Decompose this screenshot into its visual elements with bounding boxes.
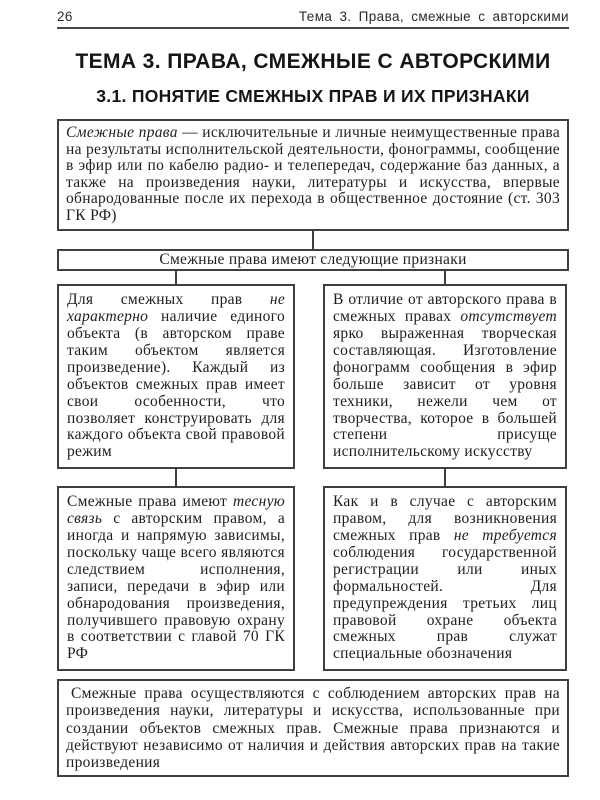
features-row-1 [57, 284, 569, 469]
banner-box: Смежные права имеют следующие признаки [57, 249, 569, 272]
feature-box-no-registration-required: Как и в случае с авторским правом, для возникновения смежных прав не требуется соблюдения государственной регистрации или иных формальностей. Для предупреждения третьих лиц правовой охране объекта смежных прав служат специальные обозначения [323, 486, 567, 671]
section-title: 3.1. ПОНЯТИЕ СМЕЖНЫХ ПРАВ И ИХ ПРИЗНАКИ [96, 86, 530, 106]
connector-row-features [57, 469, 569, 486]
running-header-title: Тема 3. Права, смежные с авторскими [298, 9, 569, 24]
page-content [57, 0, 569, 777]
feature-box-no-creative-component: В отличие от авторского права в смежных правах отсутствует ярко выраженная творческая составляющая. Изготовление фонограмм сообщения в эфир больше зависит от уровня техники, нежели чем от творчества, которое в большей степени присуще исполнительскому искусству [323, 284, 567, 469]
feature-box-no-single-object: Для смежных прав не характерно наличие единого объекта (в авторском праве таким объектом является произведение). Каждый из объектов смежных прав имеет свои особенности, что позволяет конструировать для каждого объекта свой правовой режим [57, 284, 295, 469]
feature-box-close-link-to-copyright: Смежные права имеют тесную связь с авторским правом, а иногда и напрямую зависимы, поскольку чаще всего являются следствием исполнения, записи, передачи в эфир или обнародования произведения, получившего правовую охрану в соответствии с главой 70 ГК РФ [57, 486, 295, 671]
connector-left [175, 271, 177, 284]
connector-definition-to-banner [312, 231, 314, 249]
connector-right [444, 469, 446, 486]
connector-left [175, 469, 177, 486]
features-row-2 [57, 486, 569, 671]
definition-box: Смежные права — исключительные и личные неимущественные права на результаты исполнительской деятельности, фонограммы, сообщение в эфир или по кабелю радио- и телепередач, содержание баз данных, а также на произведения науки, литературы и искусства, впервые обнародованные после их перехода в общественное достояние (ст. 303 ГК РФ) [57, 119, 569, 231]
footer-note-box: Смежные права осуществляются с соблюдением авторских прав на произведения науки, литературы и искусства, использованные при создании объектов смежных прав. Смежные права признаются и действуют независимо от наличия и действия авторских прав на такие произведения [57, 679, 569, 777]
connector-right [444, 271, 446, 284]
connector-row-banner-to-features [57, 271, 569, 284]
page-number: 26 [57, 9, 73, 24]
running-header [57, 0, 569, 29]
page-title: ТЕМА 3. ПРАВА, СМЕЖНЫЕ С АВТОРСКИМИ [75, 50, 551, 73]
